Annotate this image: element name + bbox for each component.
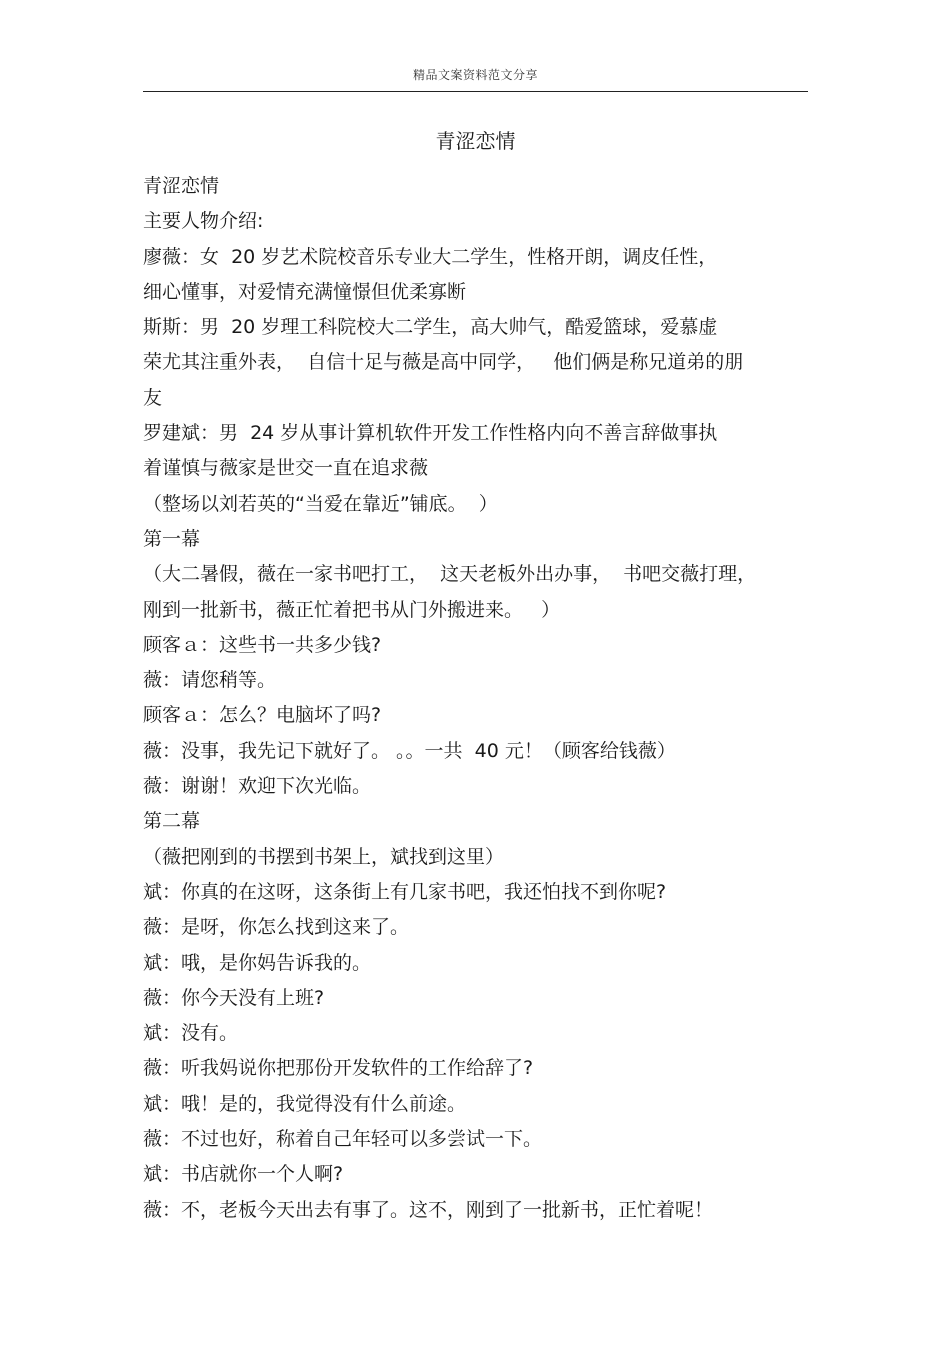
document-title: 青涩恋情 <box>435 129 516 153</box>
body-line: 薇：听我妈说你把那份开发软件的工作给辞了? <box>143 1057 534 1080</box>
body-line: 薇：请您稍等。 <box>143 669 277 692</box>
body-line: （薇把刚到的书摆到书架上，斌找到这里） <box>143 845 505 868</box>
body-line: 斌：没有。 <box>143 1022 239 1045</box>
body-line: （整场以刘若英的“当爱在靠近”铺底。 ） <box>143 492 498 515</box>
body-line: 青涩恋情 <box>143 175 220 197</box>
page-header: 精品文案资料范文分享 <box>412 68 538 82</box>
body-line: 第二幕 <box>143 810 201 833</box>
body-line: 薇：你今天没有上班? <box>143 986 325 1009</box>
body-line: （大二暑假，薇在一家书吧打工， 这天老板外出办事， 书吧交薇打理， <box>143 563 757 586</box>
body-line: 主要人物介绍: <box>143 210 264 233</box>
document-body <box>143 169 813 1228</box>
body-line: 薇：谢谢！欢迎下次光临。 <box>143 775 372 798</box>
body-line: 薇：没事，我先记下就好了。 。。一共 40 元！（顾客给钱薇） <box>143 739 676 762</box>
body-line: 斯斯：男 20 岁理工科院校大二学生，高大帅气，酷爱篮球，爱慕虚 <box>143 316 718 339</box>
body-line: 友 <box>143 386 163 409</box>
body-line: 罗建斌：男 24 岁从事计算机软件开发工作性格内向不善言辞做事执 <box>143 422 718 445</box>
body-line: 斌：哦，是你妈告诉我的。 <box>143 951 372 974</box>
body-line: 细心懂事，对爱情充满憧憬但优柔寡断 <box>143 280 467 303</box>
body-line: 薇：是呀，你怎么找到这来了。 <box>143 916 410 939</box>
body-line: 顾客ａ：这些书一共多少钱? <box>143 633 382 656</box>
body-line: 第一幕 <box>143 527 201 550</box>
body-line: 斌：你真的在这呀，这条街上有几家书吧，我还怕找不到你呢? <box>143 880 667 903</box>
header-divider <box>143 91 808 92</box>
body-line: 斌：哦！是的，我觉得没有什么前途。 <box>143 1092 467 1115</box>
body-line: 荣尤其注重外表， 自信十足与薇是高中同学， 他们俩是称兄道弟的朋 <box>143 351 744 374</box>
body-line: 廖薇：女 20 岁艺术院校音乐专业大二学生，性格开朗，调皮任性， <box>143 245 718 268</box>
body-line: 斌：书店就你一个人啊? <box>143 1163 344 1186</box>
body-line: 着谨慎与薇家是世交一直在追求薇 <box>143 457 429 480</box>
body-line: 刚到一批新书，薇正忙着把书从门外搬进来。 ） <box>143 598 561 621</box>
body-line: 薇：不，老板今天出去有事了。这不，刚到了一批新书，正忙着呢！ <box>143 1198 714 1221</box>
body-line: 薇：不过也好，称着自己年轻可以多尝试一下。 <box>143 1128 543 1151</box>
body-line: 顾客ａ：怎么？电脑坏了吗? <box>143 704 382 727</box>
